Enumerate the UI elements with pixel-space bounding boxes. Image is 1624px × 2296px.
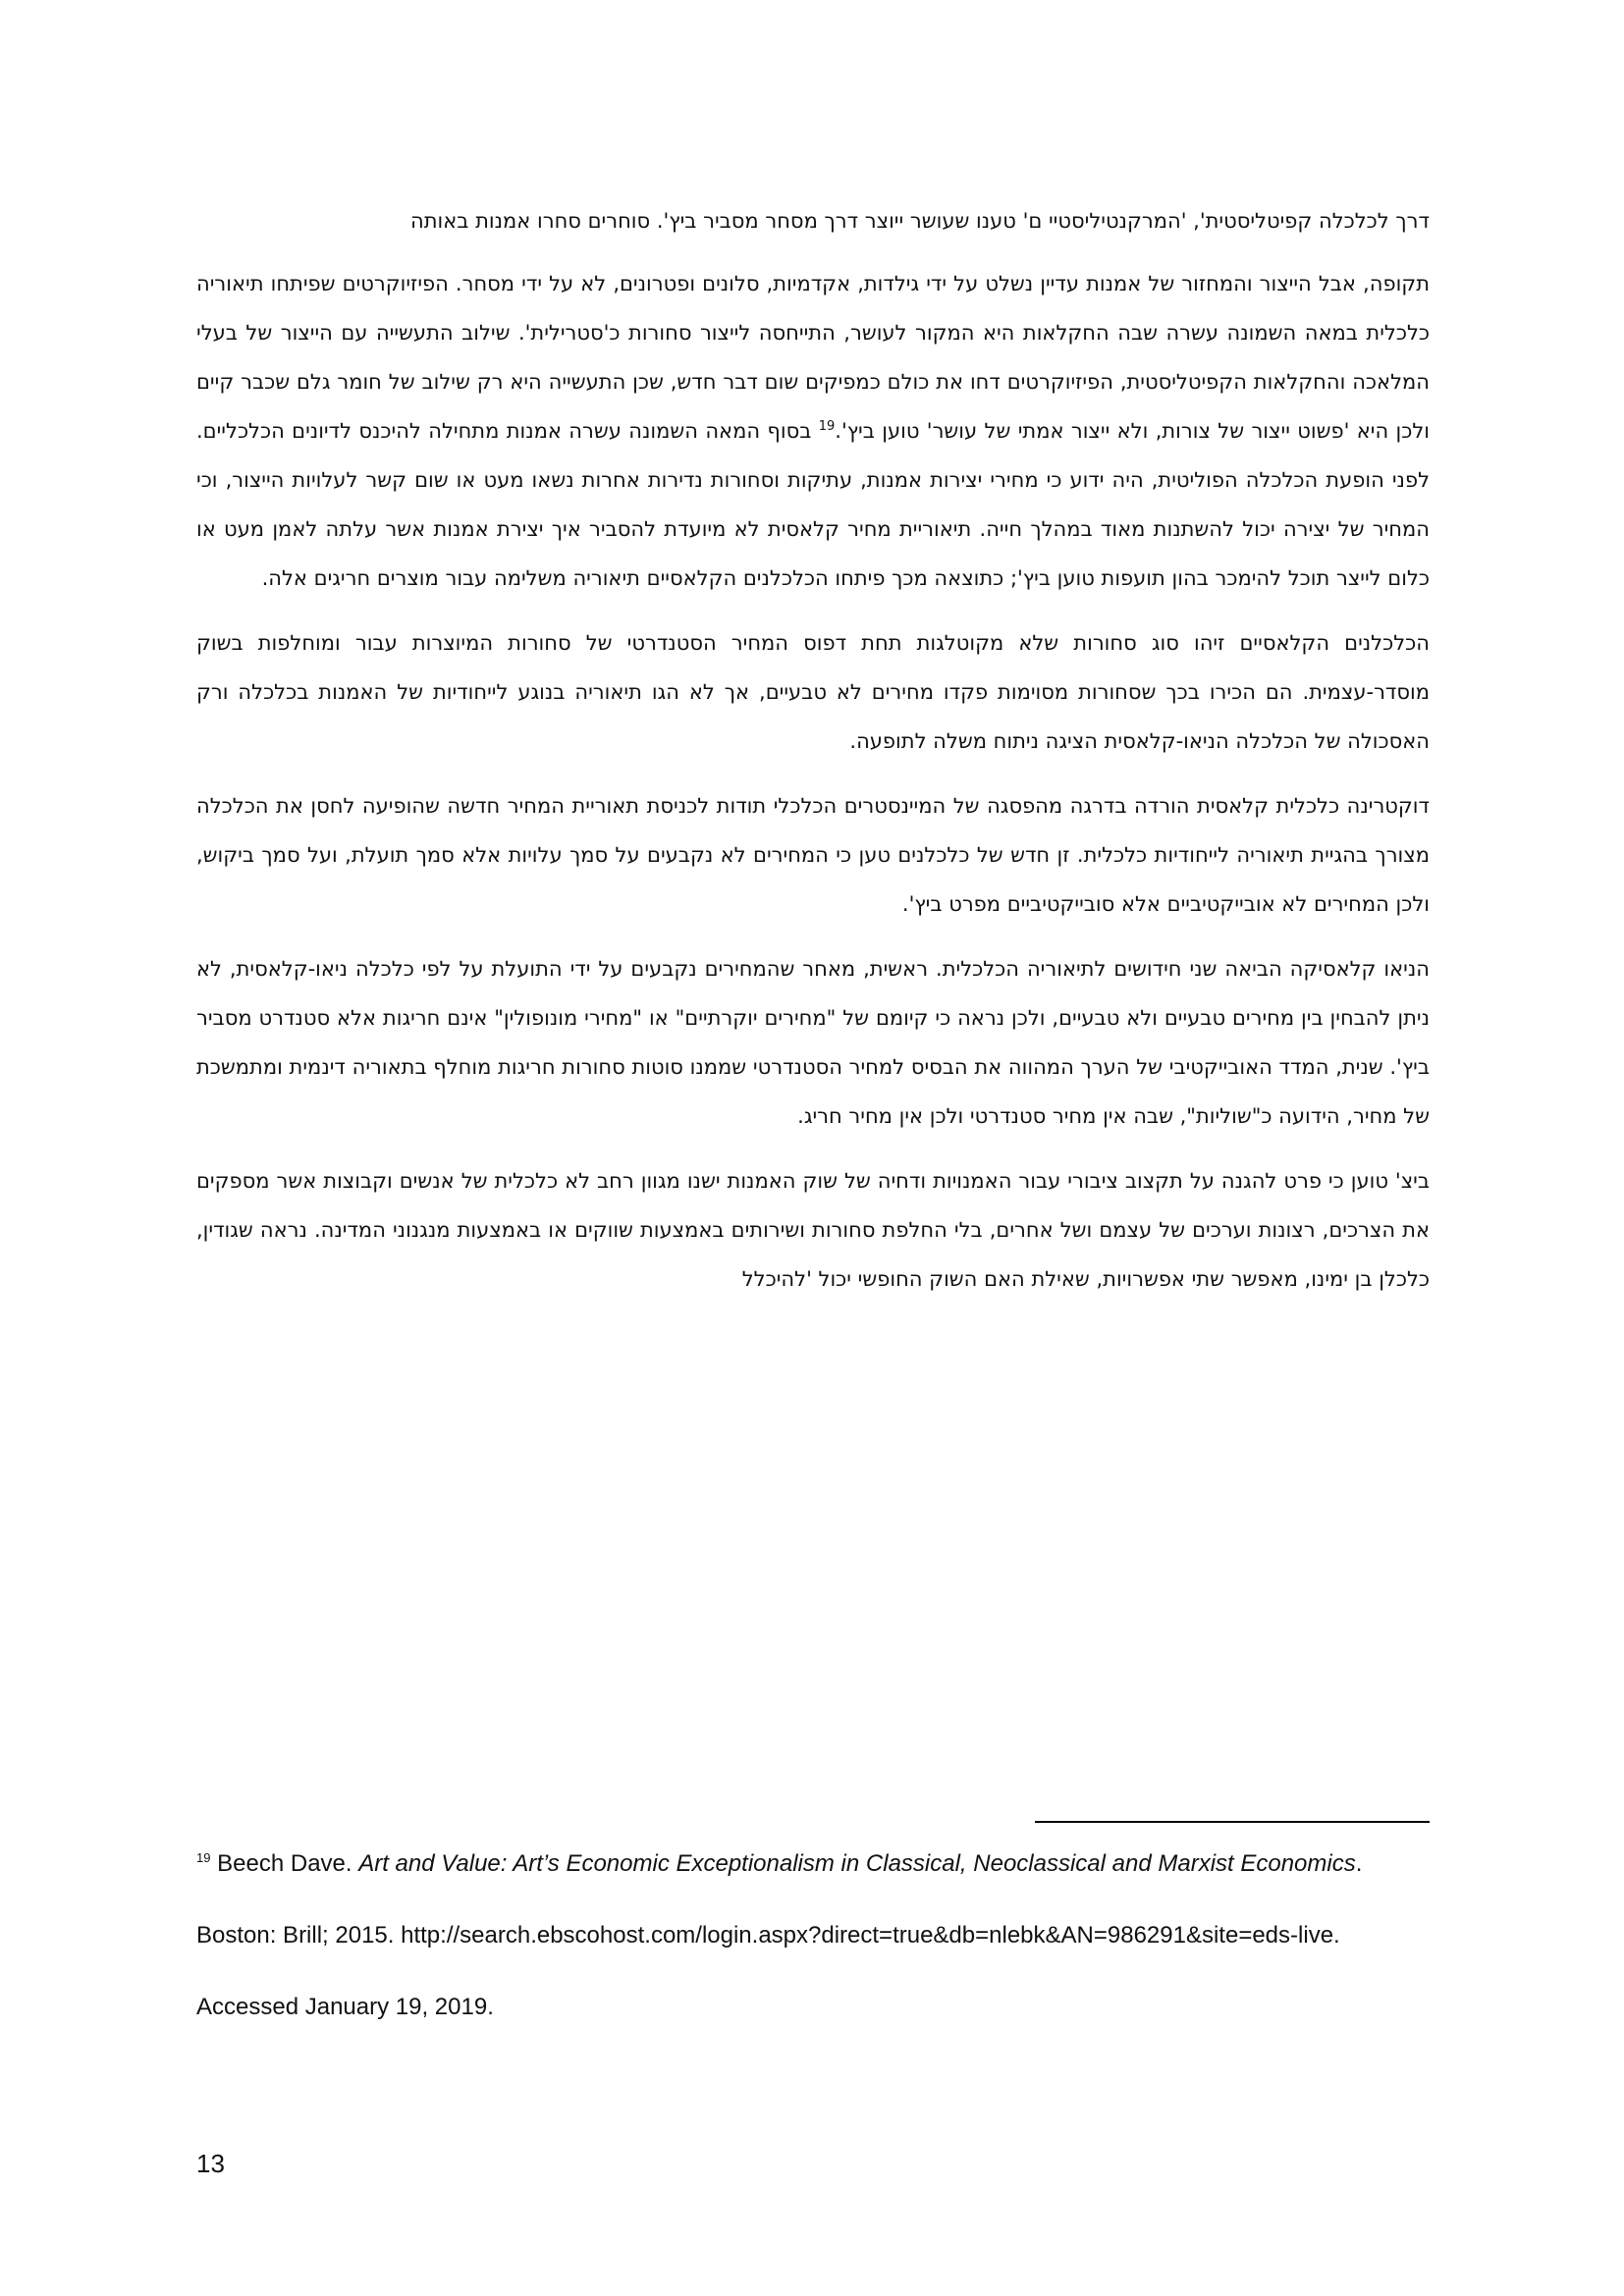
page-number: 13 [196,2149,225,2178]
paragraph-2 [196,259,1430,603]
footnote-accessed: . Accessed January 19, 2019. [196,1922,1340,2020]
footnote-reference[interactable]: 19 [818,419,836,434]
footnote-title: Art and Value: Art’s Economic Exceptionalism in Classical, Neoclassical and Marxist Economics [358,1850,1356,1877]
paragraph-5: הניאו קלאסיקה הביאה שני חידושים לתיאוריה הכלכלית. ראשית, מאחר שהמחירים נקבעים על ידי התועלת על לפי כלכלה ניאו-קלאסית, לא ניתן להבחין בין מחירים טבעיים ולא טבעיים, ולכן נראה כי קיומם של "מחירים יוקרתיים" או "מחירי מונופולין" אינם חריגות אלא סטנדרט מסביר ביץ'. שנית, המדד האובייקטיבי של הערך המהווה את הבסיס למחיר הסטנדרטי שממנו סוטות סחורות חריגות מוחלף בתאוריה דינמית ומתמשכת של מחיר, הידועה כ"שוליות", שבה אין מחיר סטנדרטי ולכן אין מחיר חריג. [196,957,1430,1128]
main-text [196,196,1430,1319]
paragraph-6: ביצ' טוען כי פרט להגנה על תקצוב ציבורי עבור האמנויות ודחיה של שוק האמנות ישנו מגוון רחב לא כלכלית של אנשים וקבוצות אשר מספקים את הצרכים, רצונות וערכים של עצמם ושל אחרים, בלי החלפת סחורות ושירותים באמצעות שווקים או באמצעות מנגנוני המדינה. נראה שגודין, כלכלן בן ימינו, מאפשר שתי אפשרויות, שאילת האם השוק החופשי יכול 'להיכלל [196,1169,1430,1291]
paragraph-2-part-2: בסוף המאה השמונה עשרה אמנות מתחילה להיכנס לדיונים הכלכליים. לפני הופעת הכלכלה הפוליטית, היה ידוע כי מחירי יצירות אמנות, עתיקות וסחורות נדירות אחרות נשאו מעט או שום קשר לעלויות הייצור, וכי המחיר של יצירה יכול להשתנות מאוד במהלך חייה. תיאוריית מחיר קלאסית לא מיועדת להסביר איך יצירת אמנות אשר עלתה לאמן מעט או כלום לייצר תוכל להימכר בהון תועפות טוען ביץ'; כתוצאה מכך פיתחו הכלכלנים הקלאסיים תיאוריה משלימה עבור מוצרים חריגים אלה. [196,419,1430,590]
footnote-publisher: . Boston: Brill; 2015. [196,1850,1363,1949]
paragraph-2-part-1: תקופה, אבל הייצור והמחזור של אמנות עדיין נשלט על ידי גילדות, אקדמיות, סלונים ופטרונים, לא על ידי מסחר. הפיזיוקרטים שפיתחו תיאוריה כלכלית במאה השמונה עשרה שבה החקלאות היא המקור לעושר, התייחסה לייצור סחורות כ'סטרילית'. שילוב התעשייה עם הייצור של בעלי המלאכה והחקלאות הקפיטליסטית, הפיזיוקרטים דחו את כולם כמפיקים שום דבר חדש, שכן התעשייה היא רק שילוב של חומר גלם שכבר קיים ולכן היא 'פשוט ייצור של צורות, ולא ייצור אמתי של עושר' טוען ביץ'. [196,272,1430,443]
paragraph-4: דוקטרינה כלכלית קלאסית הורדה בדרגה מהפסגה של המיינסטרים הכלכלי תודות לכניסת תאוריית המחיר חדשה שהופיעה לחסן את הכלכלה מצורך בהגיית תיאוריה לייחודיות כלכלית. זן חדש של כלכלנים טען כי המחירים לא נקבעים על סמך עלויות אלא סמך תועלת, ועל סמך ביקוש, ולכן המחירים לא אובייקטיביים אלא סובייקטיביים מפרט ביץ'. [196,794,1430,916]
footnote-author: Beech Dave. [210,1850,359,1877]
paragraph-1: דרך לכלכלה קפיטליסטית', 'המרקנטיליסטיי ם' טענו שעושר ייוצר דרך מסחר מסביר ביץ'. סוחרים סחרו אמנות באותה [409,209,1430,233]
footnote-number: 19 [196,1850,211,1865]
footnote-separator [1035,1821,1430,1823]
footnote-url[interactable]: http://search.ebscohost.com/login.aspx?direct=true&db=nlebk&AN=986291&site=eds-live [401,1922,1334,1949]
paragraph-3: הכלכלנים הקלאסיים זיהו סוג סחורות שלא מקוטלגות תחת דפוס המחיר הסטנדרטי של סחורות המיוצרות עבור ומוחלפות בשוק מוסדר-עצמית. הם הכירו בכך שסחורות מסוימות פקדו מחירים לא טבעיים, אך לא הגו תיאוריה בנוגע לייחודיות של האמנות בכלכלה ורק האסכולה של הכלכלה הניאו-קלאסית הציגה ניתוח משלה לתופעה. [196,631,1430,753]
footnote [196,1828,1430,2043]
